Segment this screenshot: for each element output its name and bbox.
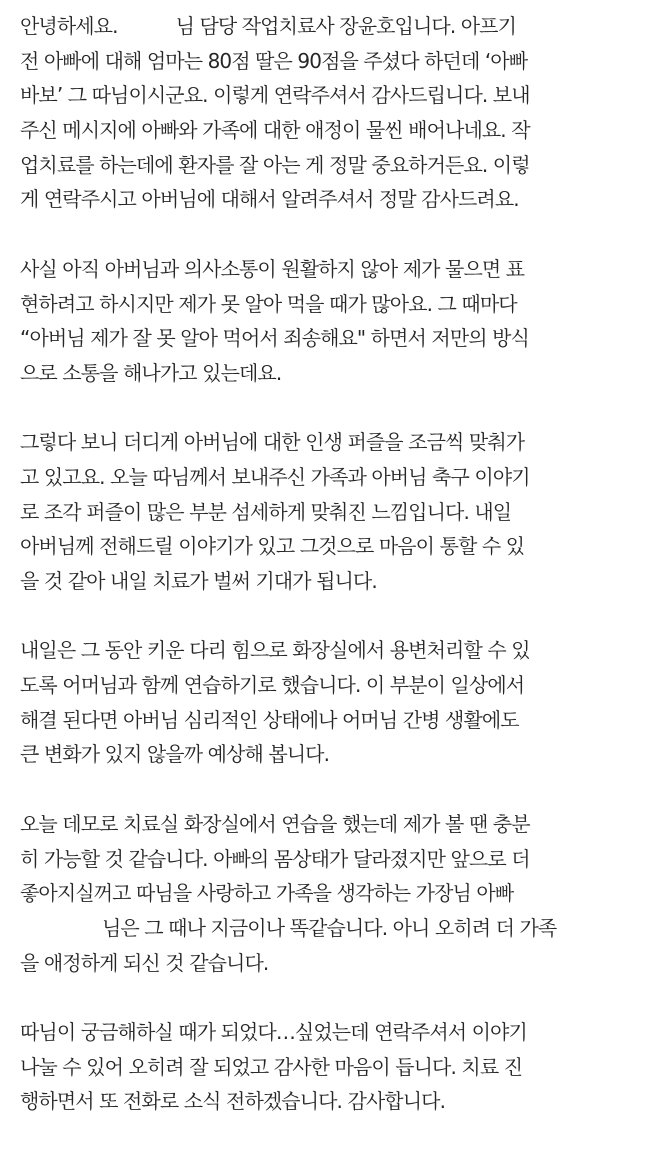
text-line: 고 있고요. 오늘 따님께서 보내주신 가족과 아버님 축구 이야기	[20, 464, 530, 489]
paragraph	[20, 425, 638, 598]
paragraph	[20, 807, 638, 980]
text-line: 큰 변화가 있지 않을까 예상해 봅니다.	[20, 742, 330, 767]
text-line: 바보’ 그 따님이시군요. 이렇게 연락주셔서 감사드립니다. 보내	[20, 83, 530, 108]
text-line: 좋아지실꺼고 따님을 사랑하고 가족을 생각하는 가장님 아빠	[20, 881, 514, 906]
paragraph-gap	[20, 391, 638, 426]
paragraph-gap	[20, 772, 638, 807]
text-line: 해결 된다면 아버님 심리적인 상태에나 어머님 간병 생활에도	[20, 707, 519, 732]
text-line: 으로 소통을 해나가고 있는데요.	[20, 360, 282, 385]
redacted-name	[20, 921, 102, 937]
text-segment: 님 담당 작업치료사 장윤호입니다. 아프기	[175, 14, 516, 38]
text-line: “아버님 제가 잘 못 알아 먹어서 죄송해요" 하면서 저만의 방식	[20, 326, 529, 351]
paragraph	[20, 633, 638, 772]
text-segment: 안녕하세요.	[20, 14, 118, 38]
text-line: 을 애정하게 되신 것 같습니다.	[20, 950, 269, 975]
text-line	[20, 9, 638, 44]
redacted-name	[118, 20, 176, 36]
text-line: 게 연락주시고 아버님에 대해서 알려주셔서 정말 감사드려요.	[20, 187, 519, 212]
text-line: 그렇다 보니 더디게 아버님에 대한 인생 퍼즐을 조금씩 맞춰가	[20, 430, 525, 455]
text-line: 따님이 궁금해하실 때가 되었다…싶었는데 연락주셔서 이야기	[20, 1019, 527, 1044]
text-line: 내일은 그 동안 키운 다리 힘으로 화장실에서 용변처리할 수 있	[20, 638, 530, 663]
text-line: 사실 아직 아버님과 의사소통이 원활하지 않아 제가 물으면 표	[20, 256, 525, 281]
paragraph-gap	[20, 980, 638, 1015]
text-line: 전 아빠에 대해 엄마는 80점 딸은 90점을 주셨다 하던데 ‘아빠	[20, 48, 528, 73]
text-line: 아버님께 전해드릴 이야기가 있고 그것으로 마음이 통할 수 있	[20, 534, 525, 559]
paragraph	[20, 9, 638, 217]
text-line: 도록 어머님과 함께 연습하기로 했습니다. 이 부분이 일상에서	[20, 673, 525, 698]
text-line: 히 가능할 것 같습니다. 아빠의 몸상태가 달라졌지만 앞으로 더	[20, 846, 530, 871]
text-line: 을 것 같아 내일 치료가 벌써 기대가 됩니다.	[20, 569, 377, 593]
text-segment: 님은 그 때나 지금이나 똑같습니다. 아니 오히려 더 가족	[102, 915, 557, 940]
text-line: 로 조각 퍼즐이 많은 부분 섬세하게 맞춰진 느낌입니다. 내일	[20, 499, 512, 524]
paragraph	[20, 1015, 638, 1119]
text-line: 오늘 데모로 치료실 화장실에서 연습을 했는데 제가 볼 땐 충분	[20, 811, 530, 836]
text-line: 업치료를 하는데에 환자를 잘 아는 게 정말 중요하거든요. 이렇	[20, 152, 530, 177]
text-line: 나눌 수 있어 오히려 잘 되었고 감사한 마음이 듭니다. 치료 진	[20, 1054, 523, 1079]
paragraph-gap	[20, 599, 638, 634]
paragraph	[20, 252, 638, 391]
text-line: 행하면서 또 전화로 소식 전하겠습니다. 감사합니다.	[20, 1089, 446, 1114]
paragraph-gap	[20, 217, 638, 252]
text-line	[20, 911, 638, 946]
text-line: 현하려고 하시지만 제가 못 알아 먹을 때가 많아요. 그 때마다	[20, 291, 517, 316]
text-line: 주신 메시지에 아빠와 가족에 대한 애정이 물씬 배어나네요. 작	[20, 118, 530, 143]
message-body	[20, 9, 638, 1119]
